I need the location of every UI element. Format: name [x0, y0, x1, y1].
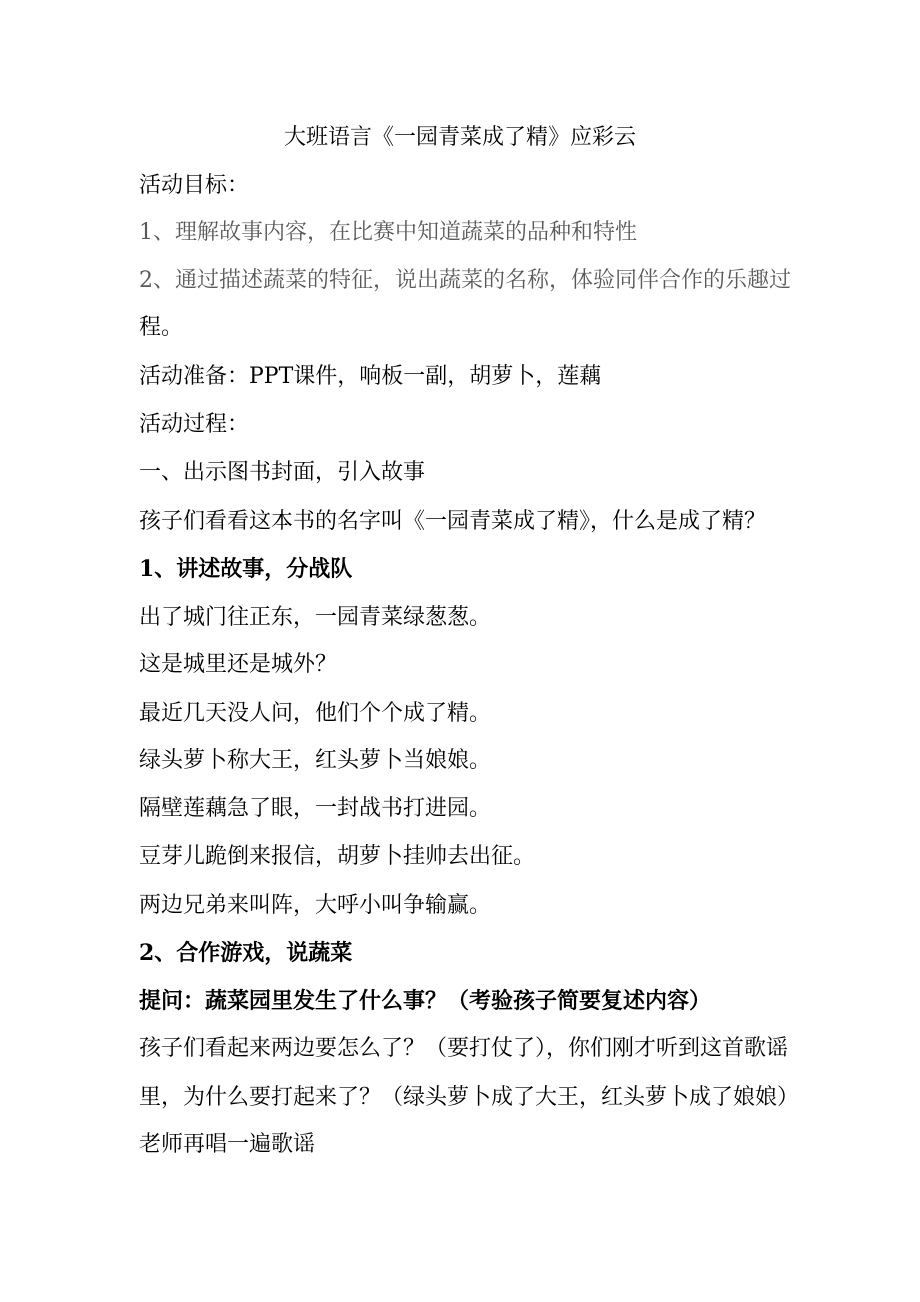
goal-item-2-line-2: 程。: [139, 315, 184, 340]
sub-step-2-heading: 2、合作游戏，说蔬菜: [139, 940, 353, 966]
verse-line-2: 这是城里还是城外？: [139, 652, 338, 677]
verse-line-5: 隔壁莲藕急了眼，一封战书打进园。: [139, 796, 492, 821]
paragraph-line-1: 孩子们看起来两边要怎么了？（要打仗了），你们刚才听到这首歌谣: [139, 1036, 789, 1061]
process-heading: 活动过程：: [139, 412, 250, 437]
verse-line-1: 出了城门往正东，一园青菜绿葱葱。: [139, 605, 492, 630]
paragraph-line-2: 里，为什么要打起来了？（绿头萝卜成了大王，红头萝卜成了娘娘）: [139, 1085, 800, 1110]
question-text: 提问：蔬菜园里发生了什么事？（考验孩子简要复述内容）: [139, 988, 712, 1014]
verse-line-4: 绿头萝卜称大王，红头萝卜当娘娘。: [139, 748, 492, 773]
goals-heading: 活动目标：: [139, 173, 250, 198]
goal-item-1: 1、理解故事内容，在比赛中知道蔬菜的品种和特性: [139, 220, 637, 245]
sub-step-1-heading: 1、讲述故事，分战队: [139, 556, 353, 582]
goal-item-2-line-1: 2、通过描述蔬菜的特征，说出蔬菜的名称，体验同伴合作的乐趣过: [139, 268, 791, 293]
verse-line-3: 最近几天没人问，他们个个成了精。: [139, 701, 492, 726]
document-title: 大班语言《一园青菜成了精》应彩云: [283, 125, 636, 150]
verse-line-7: 两边兄弟来叫阵，大呼小叫争输赢。: [139, 893, 492, 918]
preparation-text: 活动准备：PPT课件，响板一副，胡萝卜，莲藕: [139, 364, 602, 389]
step-1-heading: 一、出示图书封面，引入故事: [139, 460, 426, 485]
paragraph-line-3: 老师再唱一遍歌谣: [139, 1132, 316, 1157]
step-1-text: 孩子们看看这本书的名字叫《一园青菜成了精》，什么是成了精？: [139, 509, 767, 534]
verse-line-6: 豆芽儿跪倒来报信，胡萝卜挂帅去出征。: [139, 844, 536, 869]
